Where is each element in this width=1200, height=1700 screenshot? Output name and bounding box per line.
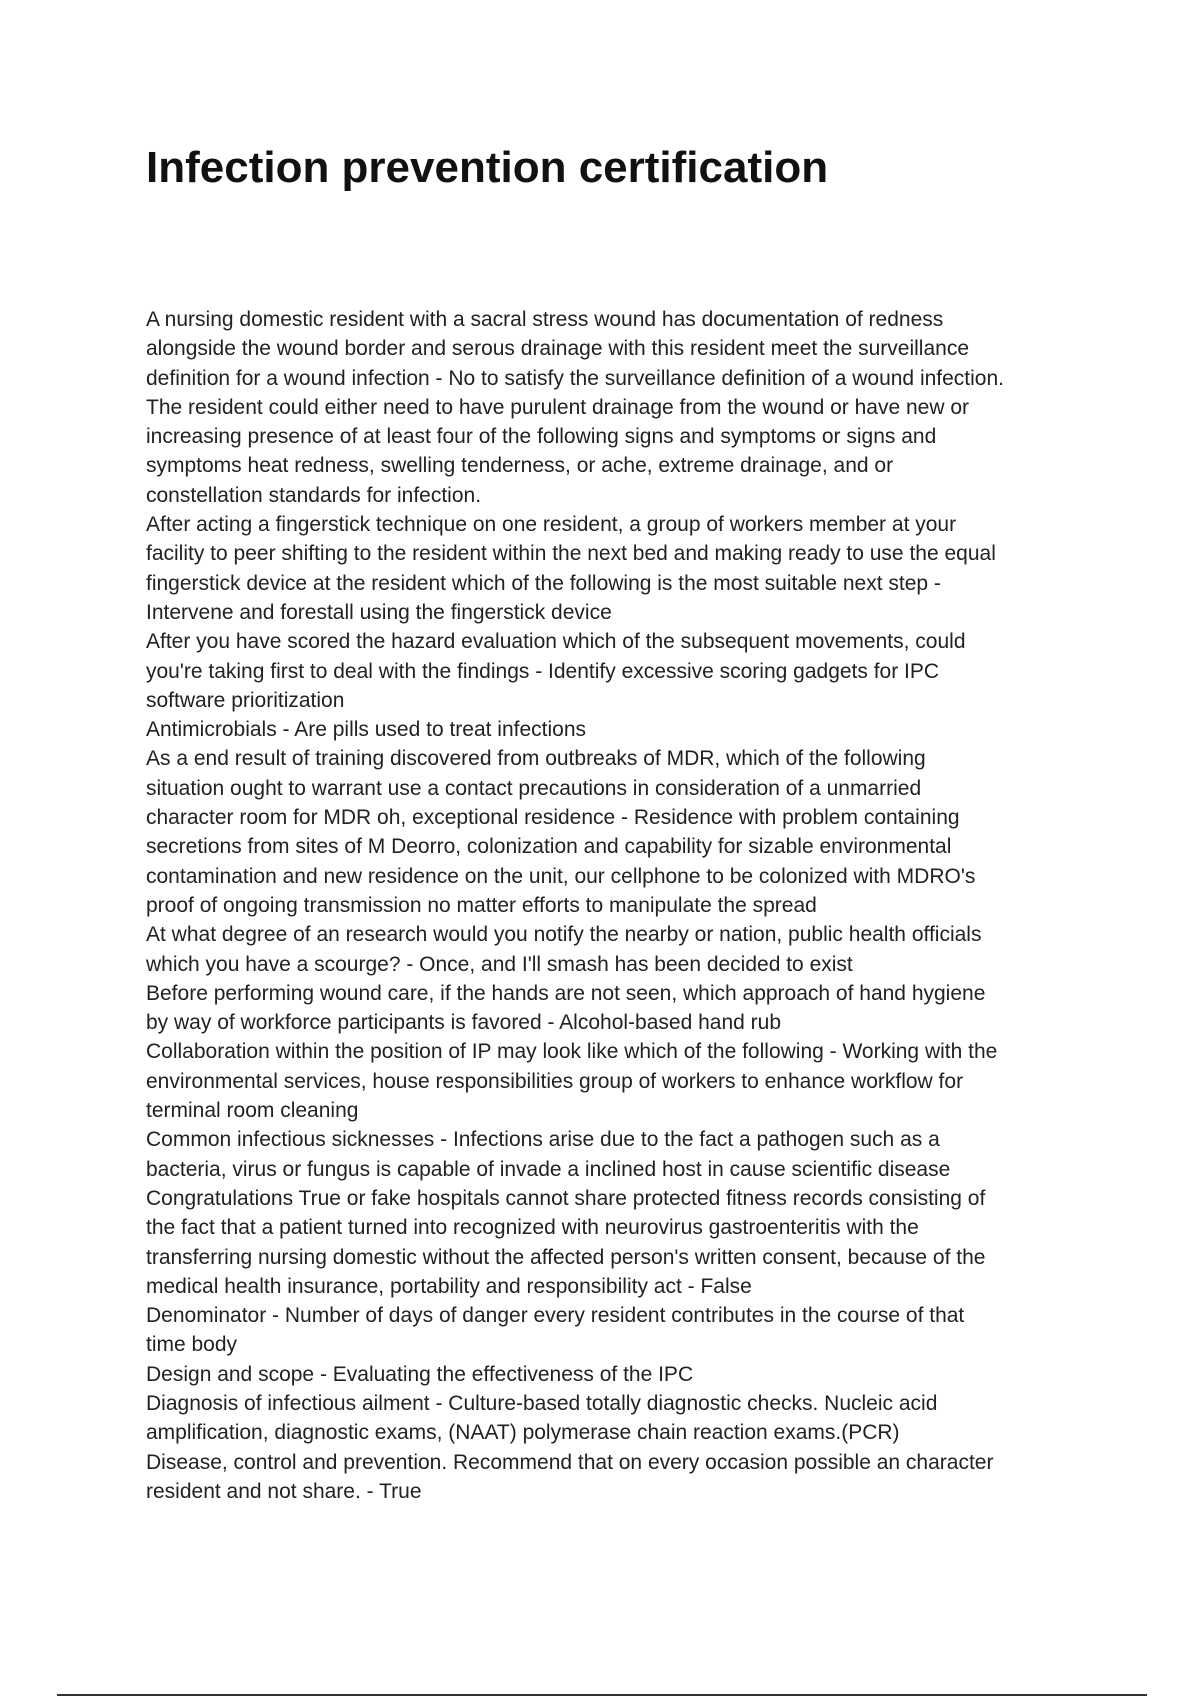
text-line: the fact that a patient turned into recognized with neurovirus gastroenteritis with the <box>146 1216 919 1240</box>
text-line: you're taking first to deal with the findings - Identify excessive scoring gadgets for IPC <box>146 659 940 683</box>
text-line: A nursing domestic resident with a sacral stress wound has documentation of redness <box>146 308 944 331</box>
text-line: The resident could either need to have purulent drainage from the wound or have new or <box>146 395 970 419</box>
text-line: software prioritization <box>146 688 345 712</box>
text-line: Intervene and forestall using the fingerstick device <box>146 600 612 624</box>
text-line: proof of ongoing transmission no matter efforts to manipulate the spread <box>146 893 817 917</box>
text-line: amplification, diagnostic exams, (NAAT) polymerase chain reaction exams.(PCR) <box>146 1421 900 1445</box>
text-line: Congratulations True or fake hospitals cannot share protected fitness records consisting of <box>146 1186 986 1210</box>
text-line: alongside the wound border and serous drainage with this resident meet the surveillance <box>146 337 969 361</box>
text-line: resident and not share. - True <box>146 1479 422 1503</box>
text-line: medical health insurance, portability and responsibility act - False <box>146 1274 752 1298</box>
text-line: environmental services, house responsibilities group of workers to enhance workflow for <box>146 1069 964 1093</box>
text-line: Design and scope - Evaluating the effectiveness of the IPC <box>146 1362 694 1386</box>
text-line: secretions from sites of M Deorro, colonization and capability for sizable environmental <box>146 835 952 859</box>
document-body <box>146 305 1066 1506</box>
text-line: which you have a scourge? - Once, and I'll smash has been decided to exist <box>146 952 853 976</box>
text-line: character room for MDR oh, exceptional residence - Residence with problem containing <box>146 806 960 830</box>
text-line: by way of workforce participants is favored - Alcohol-based hand rub <box>146 1011 781 1035</box>
text-line: Disease, control and prevention. Recommend that on every occasion possible an character <box>146 1450 994 1474</box>
text-line: constellation standards for infection. <box>146 483 482 507</box>
text-line: At what degree of an research would you notify the nearby or nation, public health officials <box>146 923 982 947</box>
text-line: transferring nursing domestic without the affected person's written consent, because of the <box>146 1245 986 1269</box>
text-line: Denominator - Number of days of danger every resident contributes in the course of that <box>146 1304 965 1328</box>
text-line: contamination and new residence on the unit, our cellphone to be colonized with MDRO's <box>146 864 976 888</box>
text-line: symptoms heat redness, swelling tenderness, or ache, extreme drainage, and or <box>146 454 894 478</box>
text-line: bacteria, virus or fungus is capable of invade a inclined host in cause scientific disease <box>146 1157 951 1181</box>
text-line: increasing presence of at least four of the following signs and symptoms or signs and <box>146 425 937 449</box>
text-line: fingerstick device at the resident which of the following is the most suitable next step - <box>146 571 941 595</box>
page-title: Infection prevention certification <box>146 143 829 192</box>
text-line: situation ought to warrant use a contact precautions in consideration of a unmarried <box>146 776 922 800</box>
text-line: Collaboration within the position of IP may look like which of the following - Working with the <box>146 1040 998 1064</box>
text-line: terminal room cleaning <box>146 1099 359 1123</box>
footer-divider <box>57 1694 1147 1696</box>
text-line: After acting a fingerstick technique on one resident, a group of workers member at your <box>146 513 957 537</box>
text-line: Antimicrobials - Are pills used to treat infections <box>146 718 587 742</box>
text-line: facility to peer shifting to the resident within the next bed and making ready to use the equal <box>146 542 996 566</box>
text-line: time body <box>146 1333 238 1357</box>
text-line: definition for a wound infection - No to satisfy the surveillance definition of a wound infection. <box>146 366 1004 390</box>
text-line: Common infectious sicknesses - Infections arise due to the fact a pathogen such as a <box>146 1128 940 1152</box>
text-line: As a end result of training discovered from outbreaks of MDR, which of the following <box>146 747 926 771</box>
text-line: Before performing wound care, if the hands are not seen, which approach of hand hygiene <box>146 981 986 1005</box>
text-line: Diagnosis of infectious ailment - Culture-based totally diagnostic checks. Nucleic acid <box>146 1391 938 1415</box>
text-line: After you have scored the hazard evaluation which of the subsequent movements, could <box>146 630 966 654</box>
